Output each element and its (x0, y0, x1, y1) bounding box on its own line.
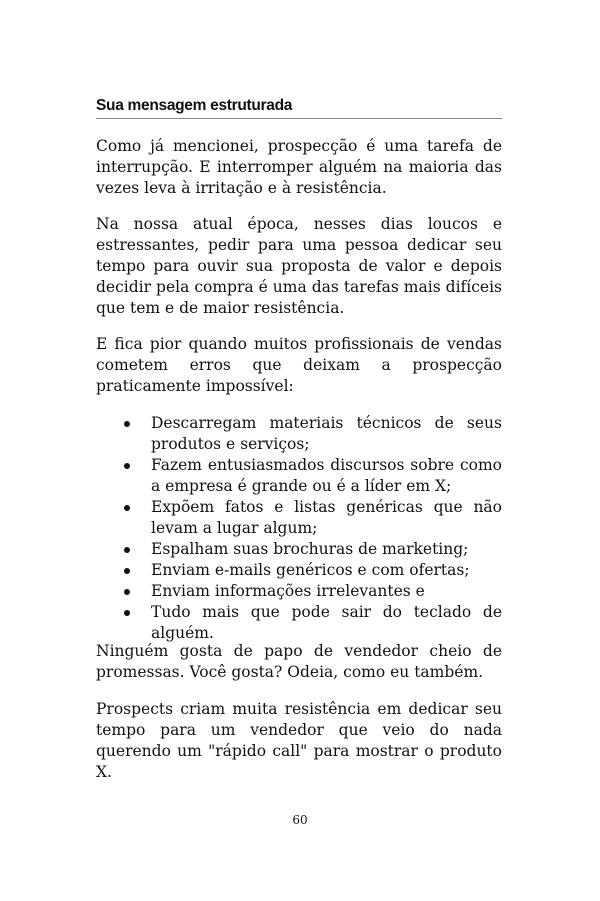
paragraph-text: Ninguém gosta de papo de vendedor cheio de promessas. Você gosta? Odeia, como eu também. (96, 642, 502, 681)
paragraph-5 (96, 699, 502, 783)
paragraph-text: E fica pior quando muitos profissionais de vendas cometem erros que deixam a prospecção praticamente impossível: (96, 335, 502, 395)
list-item-text: Espalham suas brochuras de marketing; (151, 540, 469, 558)
list-item-text: Tudo mais que pode sair do teclado de alguém. (151, 603, 502, 642)
list-item (124, 602, 502, 644)
list-item (124, 455, 502, 497)
list-item-text: Expõem fatos e listas genéricas que não levam a lugar algum; (151, 498, 502, 537)
bullet-icon (124, 547, 130, 553)
bullet-icon (124, 568, 130, 574)
list-item (124, 539, 502, 560)
bullet-icon (124, 505, 130, 511)
bullet-icon (124, 589, 130, 595)
paragraph-text: Como já mencionei, prospecção é uma tarefa de interrupção. E interromper alguém na maioria das vezes leva à irritação e à resistência. (96, 137, 502, 197)
list-item (124, 413, 502, 455)
list-item (124, 560, 502, 581)
bullet-icon (124, 463, 130, 469)
section-heading: Sua mensagem estruturada (96, 97, 502, 119)
paragraph-2 (96, 214, 502, 319)
paragraph-3 (96, 334, 502, 397)
list-item (124, 497, 502, 539)
paragraph-4 (96, 641, 502, 683)
paragraph-text: Prospects criam muita resistência em dedicar seu tempo para um vendedor que veio do nada querendo um "rápido call" para mostrar o produto X. (96, 700, 502, 781)
bullet-icon (124, 421, 130, 427)
paragraph-text: Na nossa atual época, nesses dias loucos e estressantes, pedir para uma pessoa dedicar seu tempo para ouvir sua proposta de valor e depois decidir pela compra é uma das tarefas mais difíceis que tem e de maior resistência. (96, 215, 502, 317)
page-number: 60 (292, 813, 308, 827)
bullet-icon (124, 610, 130, 616)
list-item-text: Descarregam materiais técnicos de seus produtos e serviços; (151, 414, 502, 453)
list-item-text: Fazem entusiasmados discursos sobre como a empresa é grande ou é a líder em X; (151, 456, 502, 495)
bullet-list (124, 413, 502, 644)
list-item (124, 581, 502, 602)
paragraph-1 (96, 136, 502, 199)
list-item-text: Enviam e-mails genéricos e com ofertas; (151, 561, 470, 579)
list-item-text: Enviam informações irrelevantes e (151, 582, 425, 600)
